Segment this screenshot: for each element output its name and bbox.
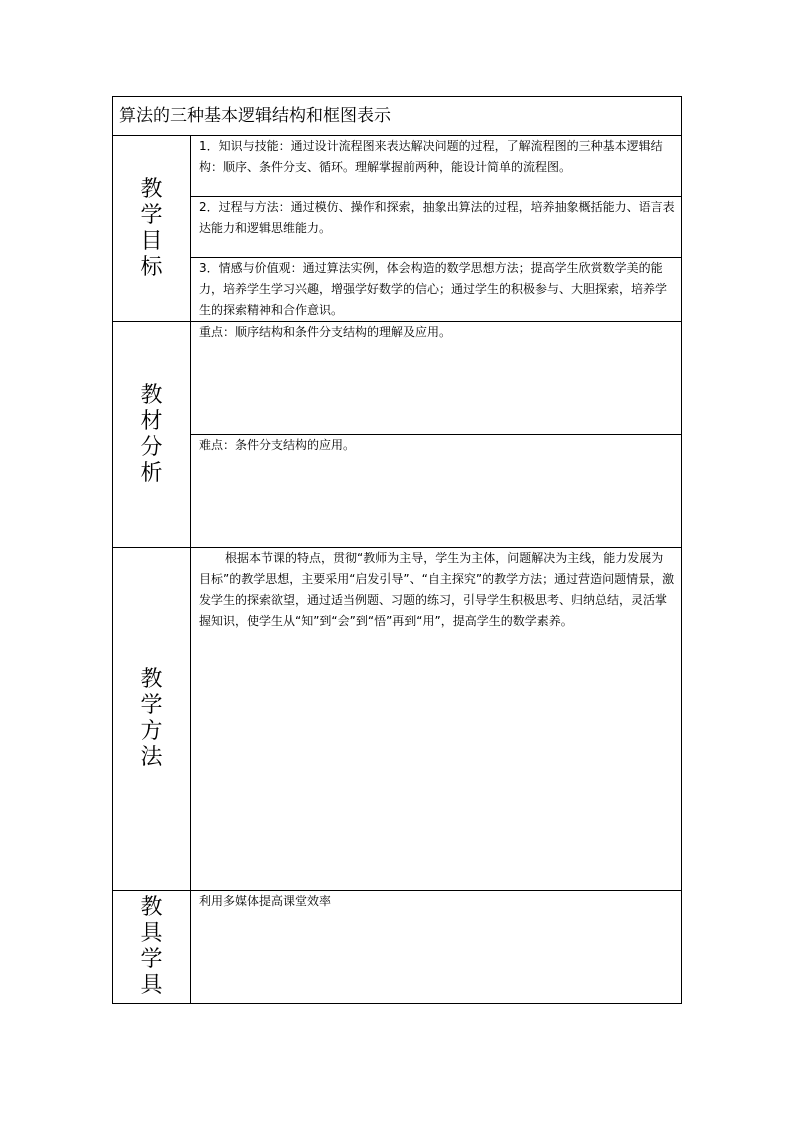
tools-label-cell xyxy=(113,891,191,1004)
objective-values: 3．情感与价值观：通过算法实例，体会构造的数学思想方法；提高学生欣赏数学美的能力，培养学生学习兴趣，增强学好数学的信心；通过学生的积极参与、大胆探索，培养学生的探索精神和合作意识。 xyxy=(191,258,682,322)
lesson-title: 算法的三种基本逻辑结构和框图表示 xyxy=(113,97,682,136)
title-row xyxy=(113,97,682,136)
objectives-label: 教学目标 xyxy=(140,176,163,280)
method-label: 教学方法 xyxy=(140,667,163,770)
objectives-row-1 xyxy=(113,136,682,197)
tools-text: 利用多媒体提高课堂效率 xyxy=(191,891,682,1004)
objectives-row-3 xyxy=(113,258,682,322)
analysis-key-point: 重点：顺序结构和条件分支结构的理解及应用。 xyxy=(191,322,682,435)
analysis-difficulty: 难点：条件分支结构的应用。 xyxy=(191,435,682,548)
analysis-row-2 xyxy=(113,435,682,548)
objective-process: 2．过程与方法：通过模仿、操作和探索，抽象出算法的过程，培养抽象概括能力、语言表达能力和逻辑思维能力。 xyxy=(191,197,682,258)
method-label-cell xyxy=(113,548,191,891)
objectives-label-cell xyxy=(113,136,191,322)
lesson-plan-table xyxy=(112,96,682,1004)
analysis-label-cell xyxy=(113,322,191,548)
method-text: 根据本节课的特点，贯彻“教师为主导，学生为主体，问题解决为主线，能力发展为目标”的教学思想，主要采用“启发引导”、“自主探究”的教学方法；通过营造问题情景，激发学生的探索欲望，通过适当例题、习题的练习，引导学生积极思考、归纳总结，灵活掌握知识，使学生从“知”到“会”到“悟”再到“用”，提高学生的数学素养。 xyxy=(191,548,682,891)
objectives-row-2 xyxy=(113,197,682,258)
analysis-row-1 xyxy=(113,322,682,435)
analysis-label: 教材分析 xyxy=(140,382,163,486)
method-row xyxy=(113,548,682,891)
tools-row xyxy=(113,891,682,1004)
objective-knowledge: 1．知识与技能：通过设计流程图来表达解决问题的过程，了解流程图的三种基本逻辑结构：顺序、条件分支、循环。理解掌握前两种，能设计简单的流程图。 xyxy=(191,136,682,197)
tools-label: 教具学具 xyxy=(140,895,163,998)
